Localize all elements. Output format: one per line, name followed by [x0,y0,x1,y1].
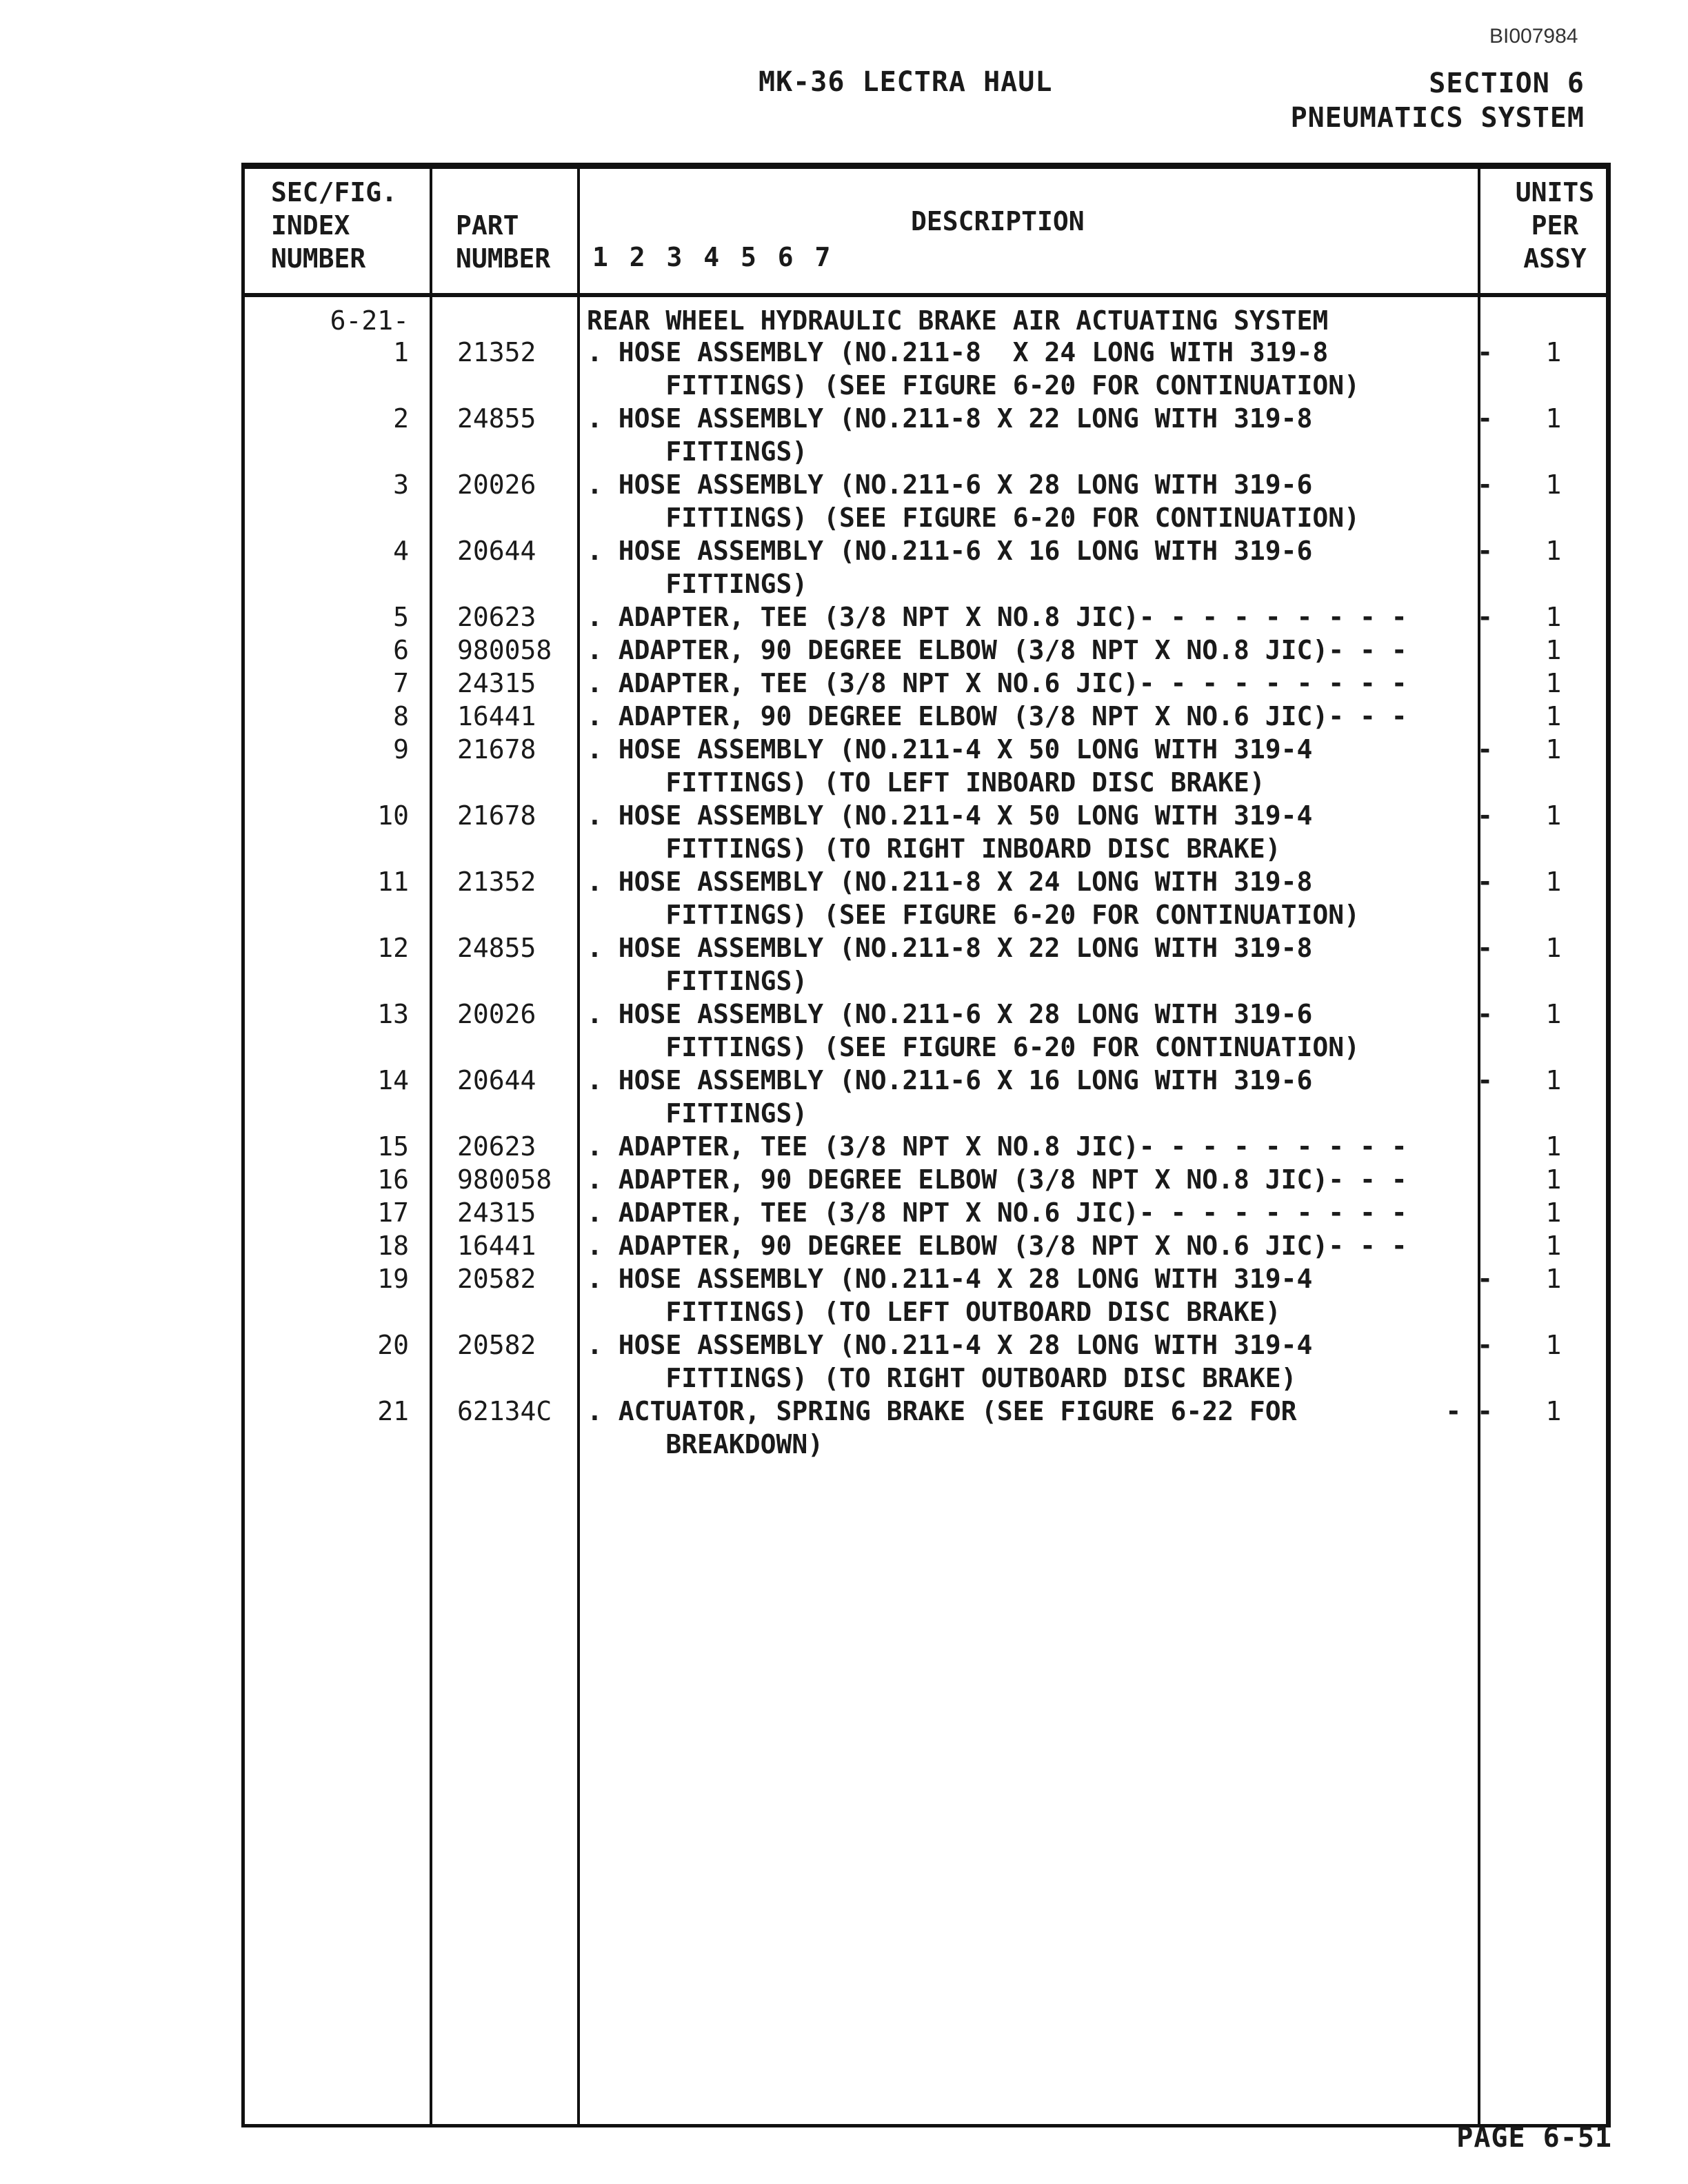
part-description: . ADAPTER, TEE (3/8 NPT X NO.6 JIC)- - - - - - - - - [587,1197,1407,1228]
index-number: 18 [377,1231,409,1261]
section-heading [1291,66,1585,135]
units-per-assy: 1 [1545,701,1562,731]
leader-dash: - [1477,734,1493,765]
part-description: . HOSE ASSEMBLY (NO.211-6 X 16 LONG WITH 319-6 FITTINGS) [587,536,1313,599]
part-number: 980058 [457,1164,552,1195]
index-number: 3 [393,469,409,500]
units-per-assy: 1 [1545,403,1562,434]
part-description: . HOSE ASSEMBLY (NO.211-8 X 24 LONG WITH 319-8 FITTINGS) (SEE FIGURE 6-20 FOR CONTINUATION) [587,867,1360,930]
leader-dash: - [1477,1065,1493,1095]
part-number: 24315 [457,1197,536,1228]
index-number: 6 [393,635,409,665]
header-units-line2: PER [1531,210,1579,241]
index-number: 1 [393,337,409,367]
header-index-line2: INDEX [271,210,350,241]
index-number: 21 [377,1396,409,1426]
index-number: 10 [377,800,409,831]
leader-dash: - [1477,1330,1493,1360]
table-row [245,931,1606,998]
part-description: . HOSE ASSEMBLY (NO.211-6 X 28 LONG WITH 319-6 FITTINGS) (SEE FIGURE 6-20 FOR CONTINUATION) [587,469,1360,533]
header-part-line2: NUMBER [456,243,551,274]
leader-dash: - [1477,403,1493,434]
index-number: 14 [377,1065,409,1095]
leader-dash: - [1477,536,1493,566]
part-number: 21678 [457,734,536,765]
units-per-assy: 1 [1545,1164,1562,1195]
units-per-assy: 1 [1545,1197,1562,1228]
part-number: 62134C [457,1396,552,1426]
table-row [245,865,1606,931]
part-number: 24315 [457,668,536,698]
index-number: 7 [393,668,409,698]
units-per-assy: 1 [1545,1396,1562,1426]
units-per-assy: 1 [1545,469,1562,500]
table-row [245,1163,1606,1196]
table-row [245,700,1606,733]
part-number: 20623 [457,1131,536,1162]
index-number: 12 [377,933,409,963]
table-row [245,634,1606,667]
part-description: . HOSE ASSEMBLY (NO.211-6 X 16 LONG WITH 319-6 FITTINGS) [587,1065,1313,1129]
leader-dash: - [1477,867,1493,897]
table-row [245,402,1606,468]
page-number: PAGE 6-51 [1456,2122,1612,2154]
header-part [456,209,550,275]
table-row [245,468,1606,534]
table-row [245,1262,1606,1328]
units-per-assy: 1 [1545,999,1562,1029]
part-description: . HOSE ASSEMBLY (NO.211-4 X 28 LONG WITH 319-4 FITTINGS) (TO RIGHT OUTBOARD DISC BRAKE) [587,1330,1313,1393]
index-number: 20 [377,1330,409,1360]
units-per-assy: 1 [1545,668,1562,698]
units-per-assy: 1 [1545,1264,1562,1294]
table-row [245,998,1606,1064]
leader-dash: - [1477,337,1493,367]
index-number: 9 [393,734,409,765]
part-number: 20026 [457,469,536,500]
part-description: . ADAPTER, TEE (3/8 NPT X NO.8 JIC)- - - - - - - - - [587,1131,1407,1162]
leader-dash: - [1477,1264,1493,1294]
part-description: REAR WHEEL HYDRAULIC BRAKE AIR ACTUATING SYSTEM [587,305,1329,336]
leader-dash: - [1477,800,1493,831]
table-row [245,799,1606,865]
part-number: 21352 [457,337,536,367]
part-description: . HOSE ASSEMBLY (NO.211-6 X 28 LONG WITH 319-6 FITTINGS) (SEE FIGURE 6-20 FOR CONTINUATION) [587,999,1360,1062]
index-number: 2 [393,403,409,434]
table-row [245,1064,1606,1130]
leader-dash: - [1477,999,1493,1029]
units-per-assy: 1 [1545,867,1562,897]
section-number: SECTION 6 [1429,68,1585,99]
part-number: 20644 [457,1065,536,1095]
part-description: . ADAPTER, TEE (3/8 NPT X NO.6 JIC)- - - - - - - - - [587,668,1407,698]
table-row [245,1328,1606,1395]
units-per-assy: 1 [1545,1065,1562,1095]
leader-dash: - - [1445,1396,1493,1426]
part-description: . HOSE ASSEMBLY (NO.211-8 X 22 LONG WITH 319-8 FITTINGS) [587,403,1313,467]
leader-dash: - [1477,602,1493,632]
header-part-line1: PART [456,210,519,241]
part-number: 21352 [457,867,536,897]
header-description: DESCRIPTION [911,206,1085,236]
part-description: . ACTUATOR, SPRING BRAKE (SEE FIGURE 6-22 FOR BREAKDOWN) [587,1396,1297,1459]
part-number: 20623 [457,602,536,632]
part-description: . ADAPTER, 90 DEGREE ELBOW (3/8 NPT X NO.6 JIC)- - - [587,701,1407,731]
section-name: PNEUMATICS SYSTEM [1290,102,1585,134]
part-description: . HOSE ASSEMBLY (NO.211-8 X 22 LONG WITH 319-8 FITTINGS) [587,933,1313,996]
part-number: 980058 [457,635,552,665]
part-number: 21678 [457,800,536,831]
header-indent-levels: 1 2 3 4 5 6 7 [592,242,834,272]
units-per-assy: 1 [1545,734,1562,765]
parts-table [241,163,1611,2127]
table-row [245,1196,1606,1229]
index-number: 4 [393,536,409,566]
part-description: . HOSE ASSEMBLY (NO.211-8 X 24 LONG WITH 319-8 FITTINGS) (SEE FIGURE 6-20 FOR CONTINUATION) [587,337,1360,401]
units-per-assy: 1 [1545,1330,1562,1360]
index-number: 8 [393,701,409,731]
table-row [245,1130,1606,1163]
part-number: 24855 [457,933,536,963]
part-description: . ADAPTER, 90 DEGREE ELBOW (3/8 NPT X NO.8 JIC)- - - [587,1164,1407,1195]
part-number: 16441 [457,701,536,731]
index-number: 17 [377,1197,409,1228]
index-number: 5 [393,602,409,632]
part-description: . HOSE ASSEMBLY (NO.211-4 X 28 LONG WITH 319-4 FITTINGS) (TO LEFT OUTBOARD DISC BRAKE) [587,1264,1313,1327]
header-units-line3: ASSY [1523,243,1587,274]
index-number: 11 [377,867,409,897]
units-per-assy: 1 [1545,800,1562,831]
units-per-assy: 1 [1545,1231,1562,1261]
part-number: 20026 [457,999,536,1029]
table-row [245,304,1606,337]
units-per-assy: 1 [1545,1131,1562,1162]
units-per-assy: 1 [1545,536,1562,566]
table-row [245,1395,1606,1461]
units-per-assy: 1 [1545,602,1562,632]
index-number: 15 [377,1131,409,1162]
units-per-assy: 1 [1545,337,1562,367]
header-index-line1: SEC/FIG. [271,177,398,208]
table-row [245,1229,1606,1262]
index-number: 13 [377,999,409,1029]
part-description: . ADAPTER, 90 DEGREE ELBOW (3/8 NPT X NO.6 JIC)- - - [587,1231,1407,1261]
index-number: 6-21- [330,305,409,336]
header-index [271,176,397,275]
units-per-assy: 1 [1545,933,1562,963]
table-row [245,733,1606,799]
part-description: . ADAPTER, 90 DEGREE ELBOW (3/8 NPT X NO.8 JIC)- - - [587,635,1407,665]
parts-table-body [245,304,1606,1461]
header-divider [245,293,1606,297]
part-number: 20582 [457,1264,536,1294]
part-number: 24855 [457,403,536,434]
leader-dash: - [1477,933,1493,963]
leader-dash: - [1477,469,1493,500]
index-number: 19 [377,1264,409,1294]
table-row [245,600,1606,634]
header-index-line3: NUMBER [271,243,366,274]
part-description: . ADAPTER, TEE (3/8 NPT X NO.8 JIC)- - - - - - - - - [587,602,1407,632]
part-number: 16441 [457,1231,536,1261]
part-number: 20644 [457,536,536,566]
units-per-assy: 1 [1545,635,1562,665]
table-row [245,336,1606,402]
header-units [1500,176,1610,275]
header-units-line1: UNITS [1515,177,1595,208]
document-title: MK-36 LECTRA HAUL [758,66,1053,98]
part-number: 20582 [457,1330,536,1360]
table-row [245,667,1606,700]
document-id: BI007984 [1489,25,1578,48]
index-number: 16 [377,1164,409,1195]
table-row [245,534,1606,600]
part-description: . HOSE ASSEMBLY (NO.211-4 X 50 LONG WITH 319-4 FITTINGS) (TO LEFT INBOARD DISC BRAKE) [587,734,1313,798]
part-description: . HOSE ASSEMBLY (NO.211-4 X 50 LONG WITH 319-4 FITTINGS) (TO RIGHT INBOARD DISC BRAKE) [587,800,1313,864]
